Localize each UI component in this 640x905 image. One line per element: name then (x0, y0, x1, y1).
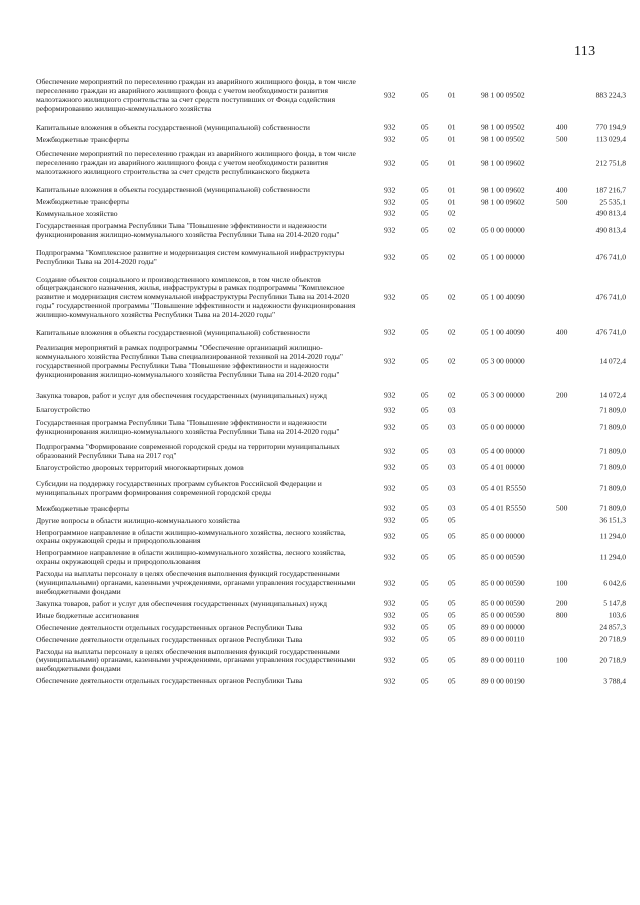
target-article-code: 05 4 00 00000 (481, 446, 525, 456)
target-article-code: 85 0 00 00000 (481, 531, 525, 541)
row-description: Обеспечение деятельности отдельных государственных органов Республики Тыва (36, 634, 303, 644)
section-code: 05 (421, 622, 429, 632)
section-code: 05 (421, 463, 429, 472)
section-code: 05 (421, 158, 429, 168)
section-code: 05 (421, 483, 429, 493)
department-code: 932 (384, 197, 396, 207)
section-code: 05 (421, 197, 429, 207)
table-row (36, 505, 626, 514)
target-article-code: 05 3 00 00000 (481, 390, 525, 400)
row-description: Благоустройство (36, 405, 91, 415)
expense-type-code: 200 (556, 390, 568, 400)
department-code: 932 (384, 655, 396, 665)
row-description: Другие вопросы в области жилищно-коммунального хозяйства (36, 515, 240, 525)
row-description: Иные бюджетные ассигнования (36, 610, 139, 620)
target-article-code: 05 4 01 R5550 (481, 483, 526, 493)
department-code: 932 (384, 390, 396, 400)
row-description: Межбюджетные трансферты (36, 197, 129, 207)
subsection-code: 05 (448, 578, 456, 588)
subsection-code: 05 (448, 655, 456, 665)
row-description: Обеспечение мероприятий по переселению граждан из аварийного жилищного фонда, в том числе переселению граждан из аварийного жилищного фонда с учетом необходимости развития малоэтажного жилищного строительства за счет средств поступивших от Фонда содействия реформированию жилищно-коммунального хозяйства (36, 77, 356, 113)
subsection-code: 02 (448, 208, 456, 218)
expense-type-code: 500 (556, 197, 568, 207)
section-code: 05 (421, 531, 429, 541)
row-description: Субсидии на поддержку государственных программ субъектов Российской Федерации и муниципальных программ формирования современной городской среды (36, 478, 322, 497)
table-row (36, 600, 626, 609)
expense-type-code: 400 (556, 185, 568, 195)
amount: 490 813,4 (595, 225, 626, 235)
expense-type-code: 200 (556, 598, 568, 608)
table-row (36, 419, 626, 437)
target-article-code: 85 0 00 00590 (481, 552, 525, 562)
row-description: Государственная программа Республики Тыва "Повышение эффективности и надежности функционирования жилищно-коммунального хозяйства Республики Тыва на 2014-2020 годы" (36, 220, 340, 239)
target-article-code: 89 0 00 00110 (481, 655, 525, 665)
subsection-code: 05 (448, 676, 456, 686)
amount: 6 042,6 (603, 578, 626, 588)
table-row (36, 480, 626, 498)
section-code: 05 (421, 676, 429, 686)
target-article-code: 85 0 00 00590 (481, 598, 525, 608)
subsection-code: 01 (448, 90, 456, 100)
section-code: 05 (421, 122, 429, 132)
section-code: 05 (421, 405, 429, 415)
subsection-code: 05 (448, 598, 456, 608)
table-row (36, 406, 626, 415)
department-code: 932 (384, 622, 396, 632)
target-article-code: 05 4 01 00000 (481, 463, 525, 472)
amount: 71 809,0 (599, 446, 626, 456)
expense-type-code: 400 (556, 328, 568, 338)
row-description: Капитальные вложения в объекты государственной (муниципальной) собственности (36, 328, 310, 338)
row-description: Капитальные вложения в объекты государственной (муниципальной) собственности (36, 185, 310, 195)
subsection-code: 01 (448, 158, 456, 168)
amount: 71 809,0 (599, 503, 626, 513)
table-row (36, 612, 626, 621)
department-code: 932 (384, 531, 396, 541)
department-code: 932 (384, 225, 396, 235)
subsection-code: 03 (448, 503, 456, 513)
subsection-code: 02 (448, 390, 456, 400)
row-description: Государственная программа Республики Тыва "Повышение эффективности и надежности функционирования жилищно-коммунального хозяйства Республики Тыва на 2014-2020 годы" (36, 418, 340, 437)
department-code: 932 (384, 503, 396, 513)
department-code: 932 (384, 598, 396, 608)
section-code: 05 (421, 292, 429, 302)
expense-type-code: 800 (556, 610, 568, 620)
row-description: Непрограммное направление в области жилищно-коммунального хозяйства, лесного хозяйства, охраны окружающей среды и природопользования (36, 548, 346, 567)
table-row (36, 249, 626, 267)
department-code: 932 (384, 292, 396, 302)
page-number: 113 (574, 44, 596, 59)
table-row (36, 570, 626, 597)
subsection-code: 05 (448, 515, 456, 525)
subsection-code: 05 (448, 552, 456, 562)
table-row (36, 517, 626, 526)
amount: 212 751,8 (595, 158, 626, 168)
row-description: Капитальные вложения в объекты государственной (муниципальной) собственности (36, 122, 310, 132)
target-article-code: 89 0 00 00190 (481, 676, 525, 686)
amount: 490 813,4 (595, 208, 626, 218)
subsection-code: 05 (448, 622, 456, 632)
department-code: 932 (384, 634, 396, 644)
amount: 11 294,0 (599, 552, 626, 562)
department-code: 932 (384, 676, 396, 686)
table-row (36, 443, 626, 461)
table-row (36, 464, 626, 473)
row-description: Расходы на выплаты персоналу в целях обеспечения выполнения функций государственными (муниципальными) органами, казенными учреждениями, органами управления государственными внебюджетными фондами (36, 569, 356, 596)
department-code: 932 (384, 356, 396, 366)
target-article-code: 05 3 00 00000 (481, 356, 525, 366)
section-code: 05 (421, 503, 429, 513)
target-article-code: 89 0 00 00000 (481, 622, 525, 632)
amount: 71 809,0 (599, 483, 626, 493)
row-description: Расходы на выплаты персоналу в целях обеспечения выполнения функций государственными (муниципальными) органами, казенными учреждениями, органами управления государственными внебюджетными фондами (36, 646, 356, 674)
target-article-code: 98 1 00 09502 (481, 122, 525, 132)
table-row (36, 186, 626, 195)
table-row (36, 329, 626, 338)
subsection-code: 01 (448, 122, 456, 132)
table-row (36, 276, 626, 321)
amount: 71 809,0 (599, 405, 626, 415)
amount: 883 224,3 (595, 90, 626, 100)
section-code: 05 (421, 515, 429, 525)
subsection-code: 02 (448, 328, 456, 338)
expense-type-code: 500 (556, 503, 568, 513)
department-code: 932 (384, 122, 396, 132)
subsection-code: 03 (448, 405, 456, 415)
section-code: 05 (421, 634, 429, 644)
department-code: 932 (384, 208, 396, 218)
section-code: 05 (421, 598, 429, 608)
amount: 71 809,0 (599, 463, 626, 472)
department-code: 932 (384, 90, 396, 100)
row-description: Межбюджетные трансферты (36, 503, 129, 513)
target-article-code: 98 1 00 09602 (481, 158, 525, 168)
amount: 770 194,9 (595, 122, 626, 132)
table-row (36, 150, 626, 177)
subsection-code: 02 (448, 356, 456, 366)
table-row (36, 529, 626, 547)
row-description: Коммунальное хозяйство (36, 208, 118, 218)
amount: 71 809,0 (599, 422, 626, 432)
row-description: Подпрограмма "Комплексное развитие и модернизация систем коммунальной инфраструктуры Республики Тыва на 2014-2020 годы" (36, 247, 345, 266)
target-article-code: 98 1 00 09502 (481, 134, 525, 144)
department-code: 932 (384, 252, 396, 262)
department-code: 932 (384, 483, 396, 493)
section-code: 05 (421, 90, 429, 100)
table-row (36, 344, 626, 380)
table-row (36, 648, 626, 675)
section-code: 05 (421, 655, 429, 665)
row-description: Создание объектов социального и производственного комплексов, в том числе объектов общегражданского назначения, жилья, инфраструктуры в рамках подпрограммы "Комплексное развитие и модернизация систем коммунальной инфраструктуры Республики Тыва на 2014-2020 годы" государственной программы "Повышение эффективности и надежности функционирования жилищно-коммунального хозяйства Республики Тыва на 2014-2020 годы" (36, 274, 356, 320)
subsection-code: 05 (448, 634, 456, 644)
section-code: 05 (421, 552, 429, 562)
row-description: Закупка товаров, работ и услуг для обеспечения государственных (муниципальных) нужд (36, 598, 327, 608)
amount: 20 718,9 (599, 634, 626, 644)
row-description: Обеспечение деятельности отдельных государственных органов Республики Тыва (36, 676, 303, 686)
table-row (36, 124, 626, 133)
expense-type-code: 100 (556, 655, 568, 665)
table-row (36, 392, 626, 401)
amount: 14 072,4 (599, 356, 626, 366)
amount: 187 216,7 (595, 185, 626, 195)
target-article-code: 98 1 00 09602 (481, 185, 525, 195)
subsection-code: 05 (448, 531, 456, 541)
section-code: 05 (421, 422, 429, 432)
target-article-code: 85 0 00 00590 (481, 578, 525, 588)
section-code: 05 (421, 225, 429, 235)
department-code: 932 (384, 446, 396, 456)
department-code: 932 (384, 515, 396, 525)
section-code: 05 (421, 208, 429, 218)
department-code: 932 (384, 134, 396, 144)
row-description: Закупка товаров, работ и услуг для обеспечения государственных (муниципальных) нужд (36, 390, 327, 400)
subsection-code: 03 (448, 446, 456, 456)
amount: 3 788,4 (603, 676, 626, 686)
section-code: 05 (421, 252, 429, 262)
subsection-code: 02 (448, 252, 456, 262)
subsection-code: 03 (448, 483, 456, 493)
table-row (36, 136, 626, 145)
target-article-code: 05 1 00 40090 (481, 292, 525, 302)
amount: 113 029,4 (595, 134, 626, 144)
department-code: 932 (384, 185, 396, 195)
department-code: 932 (384, 552, 396, 562)
target-article-code: 98 1 00 09502 (481, 90, 525, 100)
department-code: 932 (384, 610, 396, 620)
table-row (36, 636, 626, 645)
expense-type-code: 400 (556, 122, 568, 132)
target-article-code: 85 0 00 00590 (481, 610, 525, 620)
expense-type-code: 500 (556, 134, 568, 144)
table-row (36, 198, 626, 207)
table-row (36, 222, 626, 240)
expense-type-code: 100 (556, 578, 568, 588)
subsection-code: 02 (448, 225, 456, 235)
amount: 476 741,0 (595, 252, 626, 262)
amount: 5 147,8 (603, 598, 626, 608)
section-code: 05 (421, 185, 429, 195)
table-row (36, 624, 626, 633)
budget-table (36, 78, 626, 686)
target-article-code: 05 4 01 R5550 (481, 503, 526, 513)
subsection-code: 03 (448, 463, 456, 472)
target-article-code: 05 0 00 00000 (481, 422, 525, 432)
target-article-code: 98 1 00 09602 (481, 197, 525, 207)
table-row (36, 549, 626, 567)
row-description: Межбюджетные трансферты (36, 134, 129, 144)
row-description: Непрограммное направление в области жилищно-коммунального хозяйства, лесного хозяйства, охраны окружающей среды и природопользования (36, 527, 346, 546)
subsection-code: 01 (448, 197, 456, 207)
table-row (36, 78, 626, 114)
amount: 476 741,0 (595, 328, 626, 338)
amount: 20 718,9 (599, 655, 626, 665)
amount: 476 741,0 (595, 292, 626, 302)
row-description: Реализация мероприятий в рамках подпрограммы "Обеспечение организаций жилищно-коммунального хозяйства Республики Тыва специализированной техникой на 2014-2020 годы" государственной программы Республики Тыва "Повышение эффективности и надежности функционирования жилищно-коммунального хозяйства Республики Тыва на 2014-2020 годы" (36, 342, 343, 379)
amount: 11 294,0 (599, 531, 626, 541)
table-row (36, 210, 626, 219)
amount: 14 072,4 (599, 390, 626, 400)
section-code: 05 (421, 328, 429, 338)
subsection-code: 01 (448, 134, 456, 144)
target-article-code: 05 0 00 00000 (481, 225, 525, 235)
section-code: 05 (421, 578, 429, 588)
table-row (36, 677, 626, 686)
row-description: Обеспечение мероприятий по переселению граждан из аварийного жилищного фонда, в том числе переселению граждан из аварийного жилищного фонда с учетом необходимости развития малоэтажного жилищного строительства за счет средств республиканского бюджета (36, 149, 356, 177)
section-code: 05 (421, 446, 429, 456)
department-code: 932 (384, 422, 396, 432)
subsection-code: 02 (448, 292, 456, 302)
amount: 103,6 (608, 610, 626, 620)
department-code: 932 (384, 158, 396, 168)
department-code: 932 (384, 578, 396, 588)
target-article-code: 05 1 00 00000 (481, 252, 525, 262)
subsection-code: 05 (448, 610, 456, 620)
target-article-code: 89 0 00 00110 (481, 634, 525, 644)
section-code: 05 (421, 134, 429, 144)
subsection-code: 03 (448, 422, 456, 432)
subsection-code: 01 (448, 185, 456, 195)
department-code: 932 (384, 463, 396, 472)
row-description: Подпрограмма "Формирование современной городской среды на территории муниципальных образований Республики Тыва на 2017 год" (36, 442, 340, 461)
row-description: Обеспечение деятельности отдельных государственных органов Республики Тыва (36, 622, 303, 632)
department-code: 932 (384, 328, 396, 338)
row-description: Благоустройство дворовых территорий многоквартирных домов (36, 463, 244, 472)
amount: 25 535,1 (599, 197, 626, 207)
section-code: 05 (421, 390, 429, 400)
section-code: 05 (421, 610, 429, 620)
department-code: 932 (384, 405, 396, 415)
amount: 36 151,3 (599, 515, 626, 525)
amount: 24 857,3 (599, 622, 626, 632)
section-code: 05 (421, 356, 429, 366)
target-article-code: 05 1 00 40090 (481, 328, 525, 338)
